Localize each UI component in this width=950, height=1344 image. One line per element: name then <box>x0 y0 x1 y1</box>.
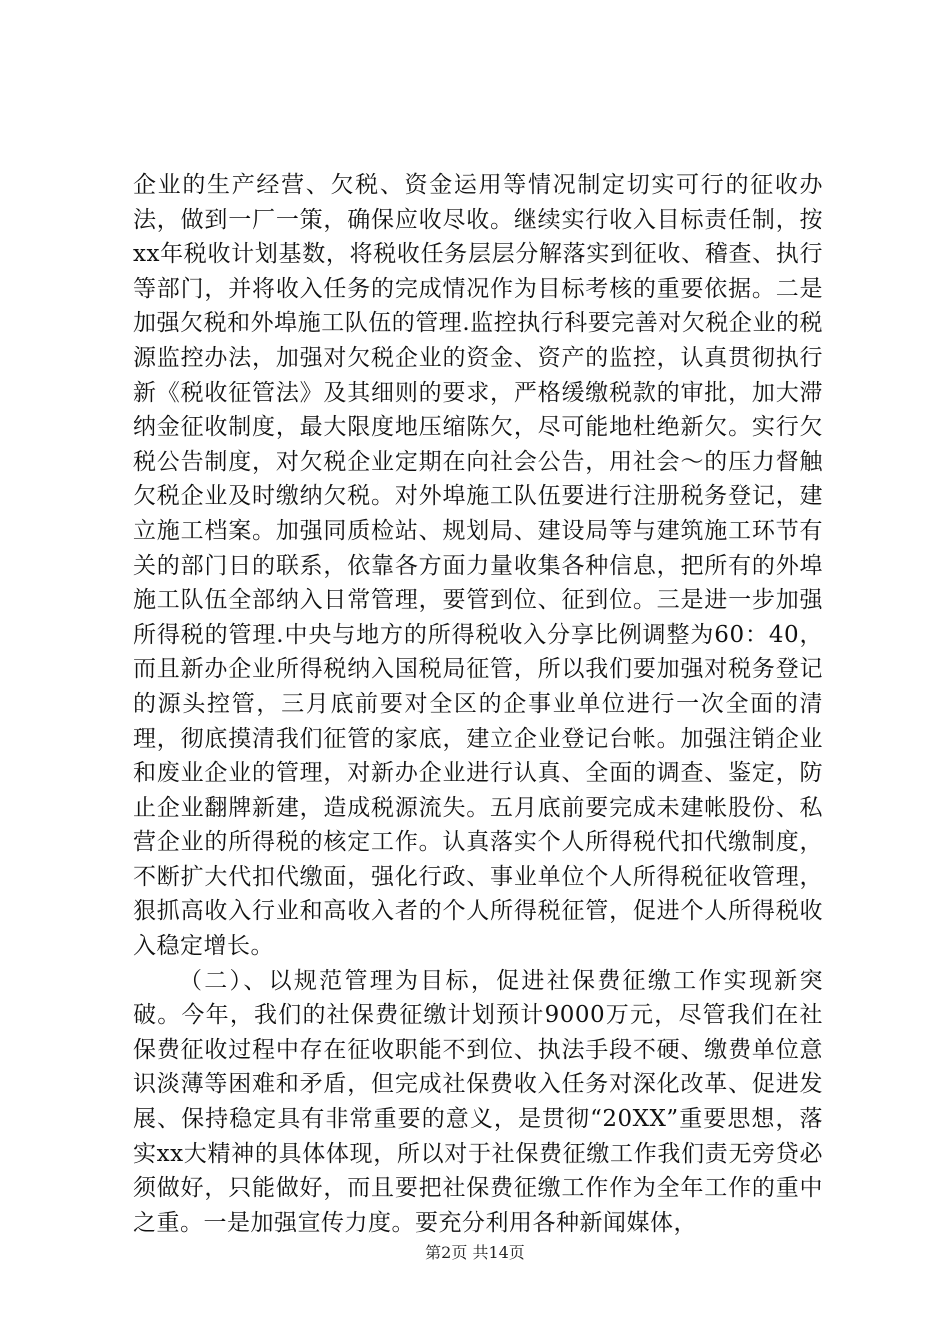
paragraph-social-security: （二）、以规范管理为目标，促进社保费征缴工作实现新突破。今年，我们的社保费征缴计划预计9000万元，尽管我们在社保费征收过程中存在征收职能不到位、执法手段不硬、缴费单位意识淡薄等困难和矛盾，但完成社保费收入任务对深化改革、促进发展、保持稳定具有非常重要的意义，是贯彻“20XX”重要思想，落实xx大精神的具体体现，所以对于社保费征缴工作我们责无旁贷必须做好，只能做好，而且要把社保费征缴工作作为全年工作的重中之重。一是加强宣传力度。要充分利用各种新闻媒体， <box>133 967 823 1236</box>
paragraph-tax-management: 企业的生产经营、欠税、资金运用等情况制定切实可行的征收办法，做到一厂一策，确保应收尽收。继续实行收入目标责任制，按xx年税收计划基数，将税收任务层层分解落实到征收、稽查、执行等部门，并将收入任务的完成情况作为目标考核的重要依据。二是加强欠税和外埠施工队伍的管理.监控执行科要完善对欠税企业的税源监控办法，加强对欠税企业的资金、资产的监控，认真贯彻执行新《税收征管法》及其细则的要求，严格缓缴税款的审批，加大滞纳金征收制度，最大限度地压缩陈欠，尽可能地杜绝新欠。实行欠税公告制度，对欠税企业定期在向社会公告，用社会～的压力督触欠税企业及时缴纳欠税。对外埠施工队伍要进行注册税务登记，建立施工档案。加强同质检站、规划局、建设局等与建筑施工环节有关的部门日的联系，依靠各方面力量收集各种信息，把所有的外埠施工队伍全部纳入日常管理，要管到位、征到位。三是进一步加强所得税的管理.中央与地方的所得税收入分享比例调整为60：40，而且新办企业所得税纳入国税局征管，所以我们要加强对税务登记的源头控管，三月底前要对全区的企事业单位进行一次全面的清理，彻底摸清我们征管的家底，建立企业登记台帐。加强注销企业和废业企业的管理，对新办企业进行认真、全面的调查、鉴定，防止企业翻牌新建，造成税源流失。五月底前要完成未建帐股份、私营企业的所得税的核定工作。认真落实个人所得税代扣代缴制度，不断扩大代扣代缴面，强化行政、事业单位个人所得税征收管理，狠抓高收入行业和高收入者的个人所得税征管，促进个人所得税收入稳定增长。 <box>133 172 823 960</box>
body-text <box>133 168 823 1240</box>
page-footer: 第2页 共14页 <box>425 1243 525 1262</box>
